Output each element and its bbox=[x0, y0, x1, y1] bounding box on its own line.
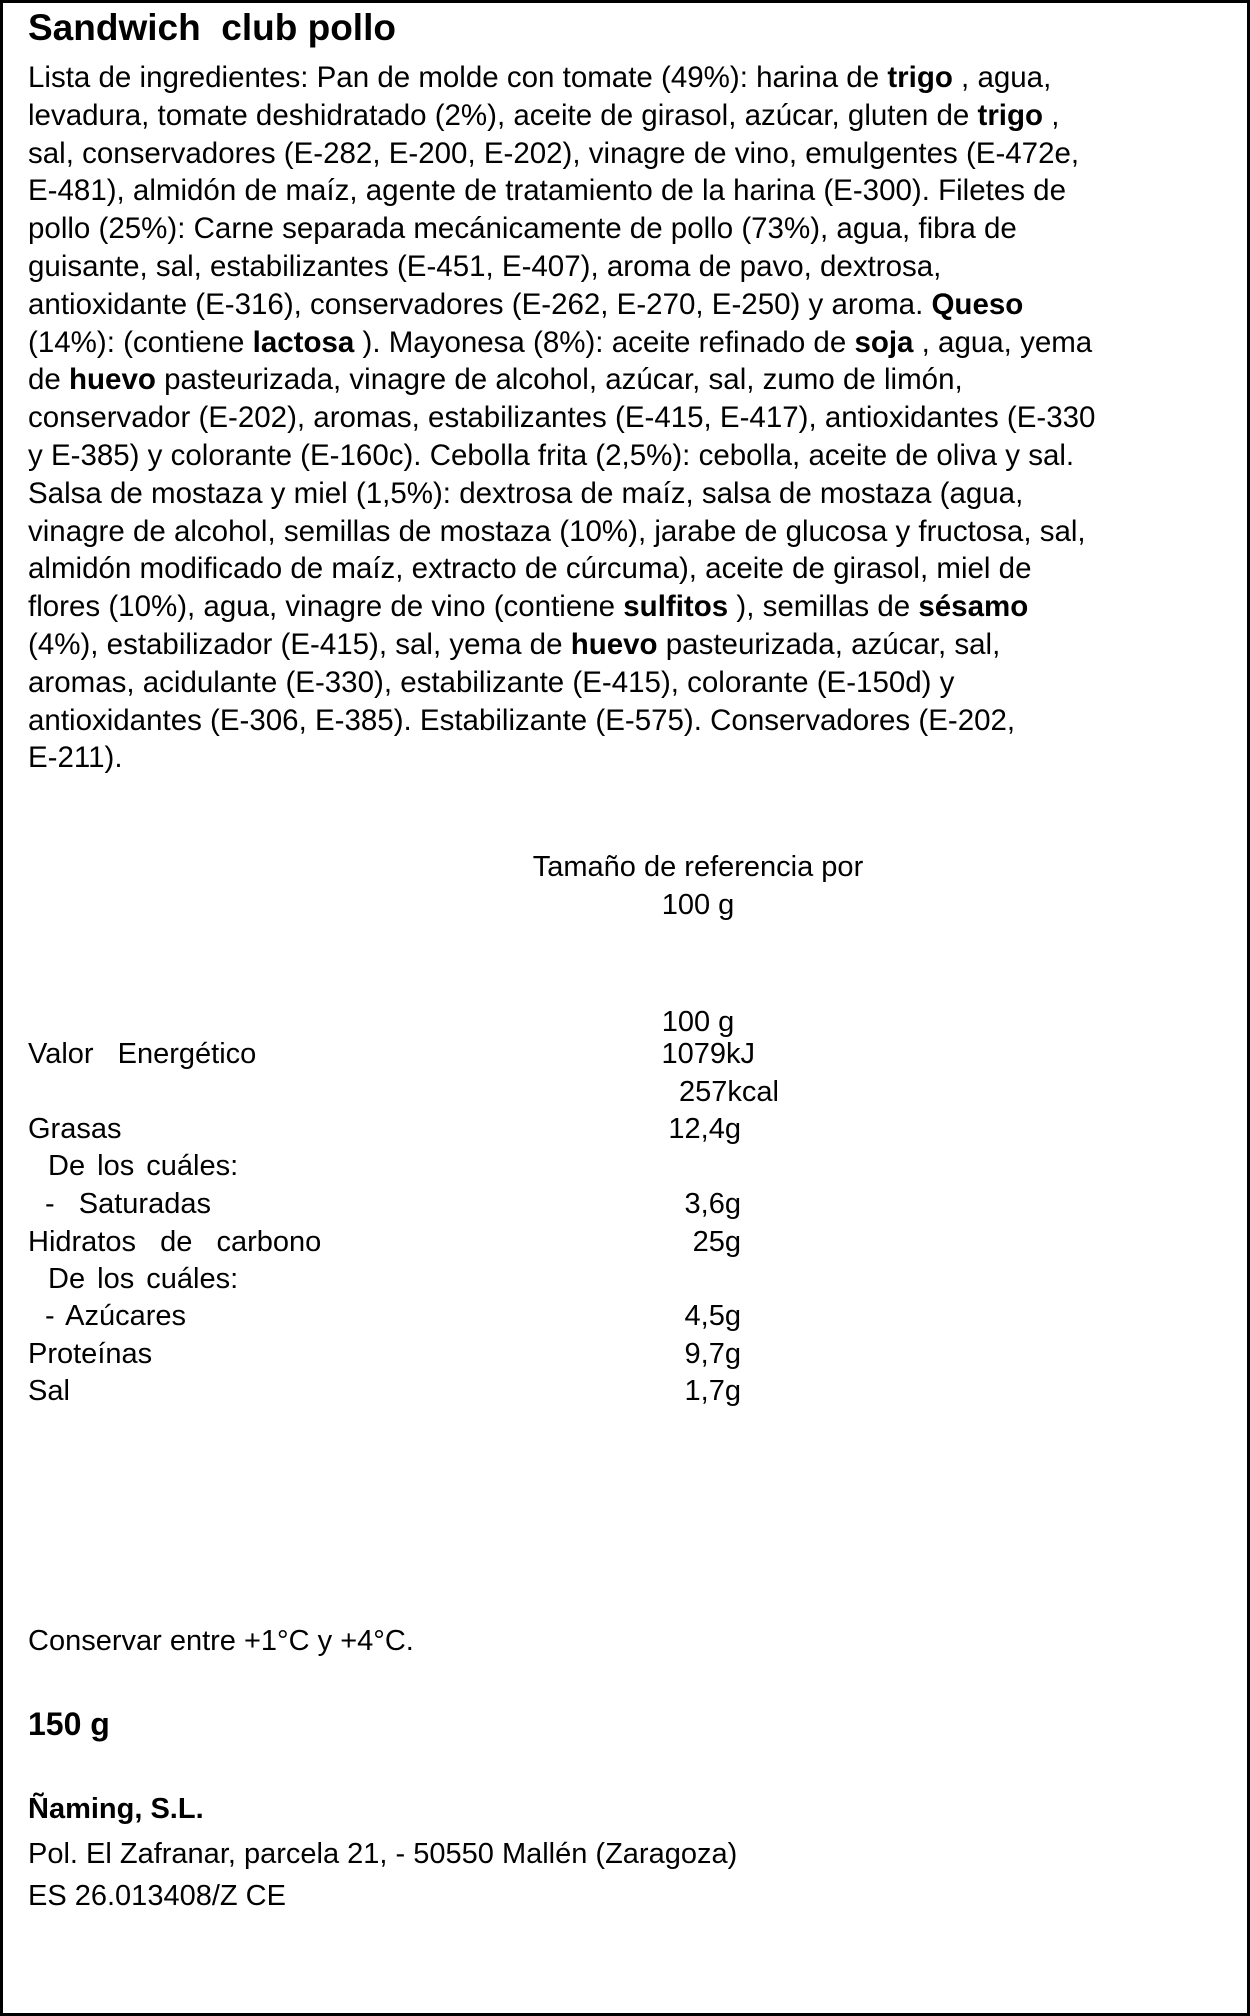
nutrition-row-protein bbox=[3, 1335, 1250, 1373]
nutrition-value: 1,7g bbox=[684, 1375, 741, 1407]
ingredients-text: (4%), estabilizador (E-415), sal, yema de bbox=[28, 627, 571, 661]
allergen-text: soja bbox=[854, 325, 914, 359]
ingredients-text: sal, conservadores (E-282, E-200, E-202), vinagre de vino, emulgentes (E-472e, bbox=[28, 136, 1080, 170]
nutrition-row-energy-kj bbox=[3, 1035, 1250, 1073]
allergen-text: lactosa bbox=[252, 325, 355, 359]
company-address: Pol. El Zafranar, parcela 21, - 50550 Mallén (Zaragoza) bbox=[28, 1838, 738, 1870]
ingredients-text: de bbox=[28, 363, 70, 397]
ingredients-line bbox=[28, 135, 1233, 173]
nutrition-label: - Azúcares bbox=[45, 1300, 186, 1332]
nutrition-value: 3,6g bbox=[684, 1188, 741, 1220]
ingredients-text: pasteurizada, azúcar, sal, bbox=[657, 627, 1001, 661]
ingredients-line bbox=[28, 248, 1233, 286]
allergen-text: trigo bbox=[977, 98, 1044, 132]
ingredients-text: Lista de ingredientes: Pan de molde con tomate (49%): harina de bbox=[28, 61, 888, 94]
ingredients-text: (14%): (contiene bbox=[28, 325, 253, 359]
ingredients-text: almidón modificado de maíz, extracto de cúrcuma), aceite de girasol, miel de bbox=[28, 552, 1032, 586]
nutrition-column-header: 100 g bbox=[661, 1006, 735, 1038]
ingredients-text: ), semillas de bbox=[728, 590, 919, 624]
ingredients-text: , agua, yema bbox=[913, 325, 1093, 359]
ingredients-line bbox=[28, 513, 1233, 551]
ingredients-text: guisante, sal, estabilizantes (E-451, E-407), aroma de pavo, dextrosa, bbox=[28, 249, 942, 283]
nutrition-label: De los cuáles: bbox=[48, 1263, 239, 1295]
ingredients-line bbox=[28, 59, 1233, 97]
product-title: Sandwich club pollo bbox=[28, 7, 396, 48]
nutrition-row-salt bbox=[3, 1372, 1250, 1410]
allergen-text: sulfitos bbox=[623, 590, 729, 624]
ingredients-text: pollo (25%): Carne separada mecánicamente de pollo (73%), agua, fibra de bbox=[28, 212, 1017, 246]
ingredients-text: antioxidante (E-316), conservadores (E-262, E-270, E-250) y aroma. bbox=[28, 287, 932, 321]
nutrition-label: Hidratos de carbono bbox=[28, 1226, 322, 1258]
nutrition-row-of-which bbox=[3, 1147, 1250, 1185]
nutrition-value: 1079kJ bbox=[661, 1038, 755, 1070]
nutrition-row-of-which bbox=[3, 1260, 1250, 1298]
nutrition-value: 9,7g bbox=[684, 1338, 741, 1370]
ingredients-line bbox=[28, 664, 1233, 702]
ingredients-text: Salsa de mostaza y miel (1,5%): dextrosa de maíz, salsa de mostaza (agua, bbox=[28, 476, 1024, 510]
allergen-text: sésamo bbox=[918, 590, 1029, 624]
nutrition-row-sugars bbox=[3, 1297, 1250, 1335]
ingredients-line bbox=[28, 361, 1233, 399]
ingredients-line bbox=[28, 626, 1233, 664]
ingredients-text: , bbox=[1043, 98, 1060, 132]
nutrition-reference-header bbox=[503, 848, 893, 924]
nutrition-row-saturated bbox=[3, 1185, 1250, 1223]
ingredients-text: aromas, acidulante (E-330), estabilizante (E-415), colorante (E-150d) y bbox=[28, 665, 955, 699]
ingredients-line bbox=[28, 739, 1233, 777]
ingredients-text: y E-385) y colorante (E-160c). Cebolla frita (2,5%): cebolla, aceite de oliva y sal. bbox=[28, 438, 1075, 472]
ingredients-line bbox=[28, 97, 1233, 135]
allergen-text: huevo bbox=[69, 363, 156, 397]
ingredients-text: antioxidantes (E-306, E-385). Estabilizante (E-575). Conservadores (E-202, bbox=[28, 703, 1016, 737]
nutrition-label: Valor Energético bbox=[28, 1038, 257, 1070]
reference-header-line1: Tamaño de referencia por bbox=[532, 851, 864, 883]
ingredients-text: pasteurizada, vinagre de alcohol, azúcar, sal, zumo de limón, bbox=[155, 363, 963, 397]
nutrition-label: - Saturadas bbox=[45, 1188, 211, 1220]
nutrition-row-fat bbox=[3, 1110, 1250, 1148]
ingredients-line bbox=[28, 399, 1233, 437]
nutrition-row-energy-kcal bbox=[3, 1073, 1250, 1111]
ingredients-line bbox=[28, 324, 1233, 362]
ingredients-text: , agua, bbox=[952, 61, 1052, 94]
allergen-text: trigo bbox=[887, 61, 953, 94]
ingredients-line bbox=[28, 550, 1233, 588]
ingredients-line bbox=[28, 172, 1233, 210]
ingredients-text: ). Mayonesa (8%): aceite refinado de bbox=[354, 325, 855, 359]
ingredients-text: conservador (E-202), aromas, estabilizantes (E-415, E-417), antioxidantes (E-330 bbox=[28, 401, 1096, 435]
ingredients-line bbox=[28, 437, 1233, 475]
nutrition-row-carbohydrates bbox=[3, 1223, 1250, 1261]
nutrition-value: 12,4g bbox=[668, 1113, 741, 1145]
nutrition-label: Sal bbox=[28, 1375, 70, 1407]
storage-instructions: Conservar entre +1°C y +4°C. bbox=[28, 1625, 414, 1657]
reference-header-line2: 100 g bbox=[661, 889, 735, 921]
ingredients-line bbox=[28, 286, 1233, 324]
ingredients-text: flores (10%), agua, vinagre de vino (contiene bbox=[28, 590, 624, 624]
nutrition-value: 4,5g bbox=[684, 1300, 741, 1332]
nutrition-label: Proteínas bbox=[28, 1338, 153, 1370]
ingredients-text: E-211). bbox=[28, 741, 123, 775]
nutrition-value: 25g bbox=[692, 1226, 741, 1258]
ingredients-line bbox=[28, 588, 1233, 626]
nutrition-value: 257kcal bbox=[679, 1076, 779, 1108]
ingredients-line bbox=[28, 210, 1233, 248]
health-registry-number: ES 26.013408/Z CE bbox=[28, 1880, 286, 1912]
ingredients-list bbox=[28, 59, 1233, 777]
ingredients-line bbox=[28, 475, 1233, 513]
nutrition-label: De los cuáles: bbox=[48, 1150, 239, 1182]
ingredients-text: vinagre de alcohol, semillas de mostaza (10%), jarabe de glucosa y fructosa, sal, bbox=[28, 514, 1086, 548]
allergen-text: Queso bbox=[931, 287, 1024, 321]
ingredients-line bbox=[28, 702, 1233, 740]
ingredients-text: E-481), almidón de maíz, agente de tratamiento de la harina (E-300). Filetes de bbox=[28, 174, 1066, 208]
company-name: Ñaming, S.L. bbox=[28, 1793, 204, 1825]
ingredients-text: levadura, tomate deshidratado (2%), aceite de girasol, azúcar, gluten de bbox=[28, 98, 978, 132]
net-weight: 150 g bbox=[28, 1706, 110, 1742]
nutrition-label: Grasas bbox=[28, 1113, 122, 1145]
allergen-text: huevo bbox=[570, 627, 658, 661]
